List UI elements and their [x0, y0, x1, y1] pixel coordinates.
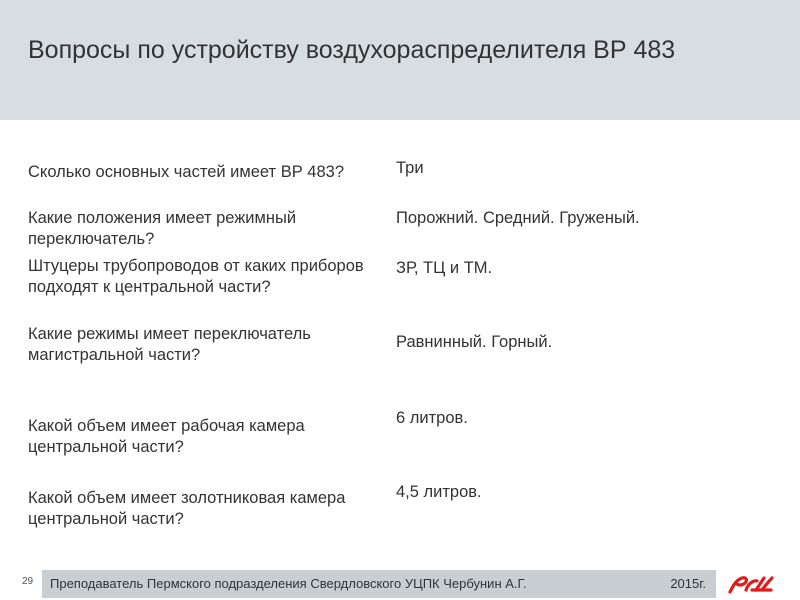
answer-3: ЗР, ТЦ и ТМ.: [396, 259, 493, 277]
slide-header: [0, 0, 800, 120]
footer-year: 2015г.: [670, 576, 706, 591]
answer-4: Равнинный. Горный.: [396, 333, 553, 351]
answer-6: 4,5 литров.: [396, 483, 482, 501]
question-6: Какой объем имеет золотниковая камера центральной части?: [28, 489, 346, 528]
page-number: 29: [22, 576, 34, 587]
answer-1: Три: [396, 159, 424, 177]
rzd-logo-icon: [726, 572, 776, 596]
slide-footer: [0, 568, 800, 600]
footer-text: Преподаватель Пермского подразделения Свердловского УЦПК Чербунин А.Г.: [50, 576, 527, 591]
answer-2: Порожний. Средний. Груженый.: [396, 209, 640, 227]
question-5: Какой объем имеет рабочая камера центральной части?: [28, 417, 305, 456]
question-1: Сколько основных частей имеет ВР 483?: [28, 163, 344, 181]
footer-bar: [42, 570, 716, 598]
answer-5: 6 литров.: [396, 409, 468, 427]
question-2: Какие положения имеет режимный переключатель?: [28, 209, 297, 248]
question-3: Штуцеры трубопроводов от каких приборов подходят к центральной части?: [28, 257, 364, 296]
question-4: Какие режимы имеет переключатель магистральной части?: [28, 325, 311, 364]
slide-title: Вопросы по устройству воздухораспределителя ВР 483: [28, 36, 676, 64]
